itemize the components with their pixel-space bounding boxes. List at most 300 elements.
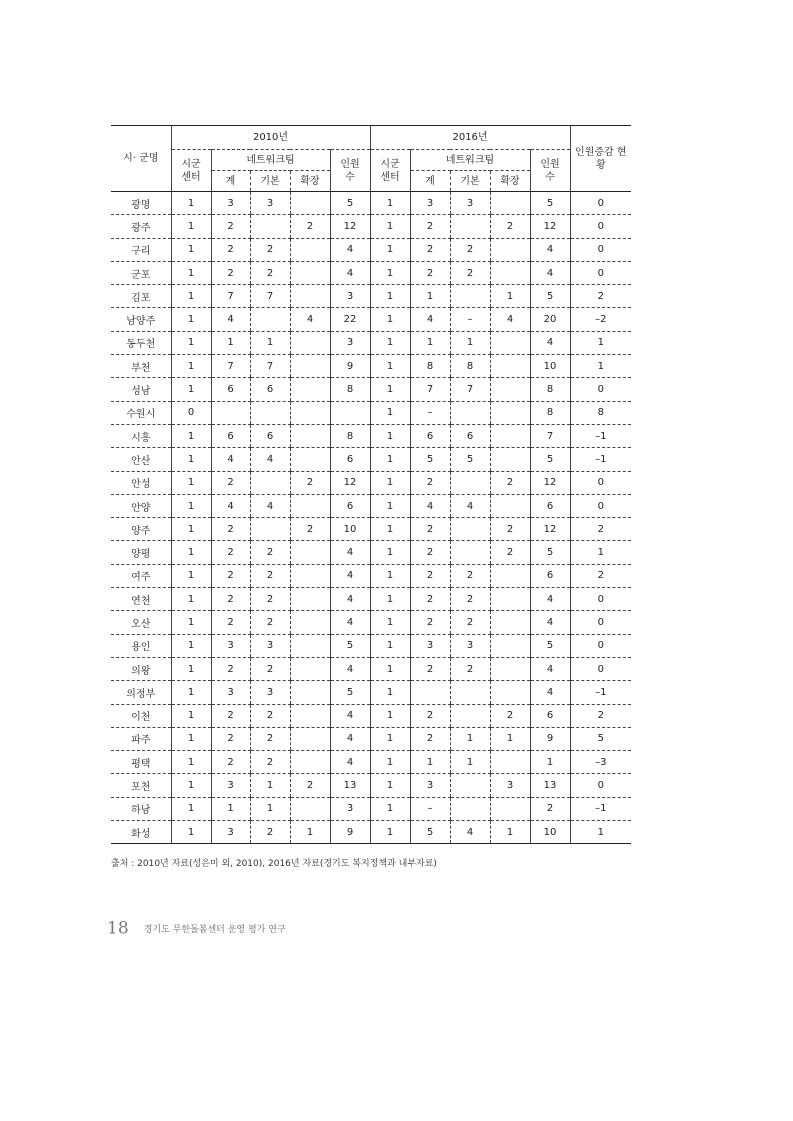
cell-total-2016: 2 (410, 471, 450, 494)
cell-change: –2 (570, 308, 631, 331)
cell-center-2016: 1 (370, 471, 410, 494)
cell-staff-2016: 12 (530, 471, 570, 494)
cell-staff-2010: 8 (330, 424, 370, 447)
cell-expand-2010 (290, 588, 330, 611)
cell-region: 의왕 (111, 657, 171, 680)
cell-change: –1 (570, 448, 631, 471)
cell-basic-2010 (250, 471, 290, 494)
cell-expand-2010 (290, 704, 330, 727)
cell-expand-2016 (490, 192, 530, 215)
table-row (111, 518, 631, 541)
cell-basic-2016: 8 (450, 355, 490, 378)
table-row (111, 238, 631, 261)
cell-center-2016: 1 (370, 588, 410, 611)
cell-basic-2010: 3 (250, 681, 290, 704)
cell-total-2010: 2 (211, 238, 250, 261)
cell-total-2016: 2 (410, 238, 450, 261)
cell-center-2016: 1 (370, 285, 410, 308)
cell-expand-2010: 4 (290, 308, 330, 331)
table-row (111, 541, 631, 564)
cell-basic-2016 (450, 401, 490, 424)
cell-change: 0 (570, 261, 631, 284)
cell-staff-2016: 8 (530, 378, 570, 401)
cell-staff-2016: 20 (530, 308, 570, 331)
cell-basic-2010: 2 (250, 611, 290, 634)
cell-expand-2016 (490, 797, 530, 820)
cell-basic-2010 (250, 215, 290, 238)
cell-expand-2010: 2 (290, 774, 330, 797)
cell-total-2016: 2 (410, 261, 450, 284)
header-total-2016: 계 (410, 171, 450, 192)
cell-expand-2010: 2 (290, 471, 330, 494)
cell-staff-2010: 3 (330, 331, 370, 354)
cell-staff-2016: 12 (530, 215, 570, 238)
table-row (111, 774, 631, 797)
cell-expand-2010 (290, 564, 330, 587)
cell-staff-2010: 6 (330, 448, 370, 471)
cell-basic-2010: 2 (250, 564, 290, 587)
cell-basic-2016: 2 (450, 261, 490, 284)
cell-staff-2016: 13 (530, 774, 570, 797)
cell-total-2010: 4 (211, 448, 250, 471)
cell-center-2016: 1 (370, 424, 410, 447)
cell-center-2016: 1 (370, 518, 410, 541)
table-row (111, 634, 631, 657)
cell-staff-2016: 5 (530, 285, 570, 308)
table-row (111, 657, 631, 680)
cell-basic-2010: 2 (250, 588, 290, 611)
cell-center-2016: 1 (370, 564, 410, 587)
cell-change: 1 (570, 355, 631, 378)
cell-expand-2016: 2 (490, 541, 530, 564)
cell-staff-2010: 4 (330, 564, 370, 587)
cell-expand-2010 (290, 285, 330, 308)
cell-staff-2016: 10 (530, 355, 570, 378)
cell-basic-2010: 3 (250, 192, 290, 215)
cell-total-2010: 2 (211, 518, 250, 541)
table-header (111, 126, 631, 192)
cell-total-2016: – (410, 401, 450, 424)
cell-change: 0 (570, 238, 631, 261)
cell-center-2010: 1 (171, 215, 211, 238)
cell-basic-2016: 2 (450, 588, 490, 611)
cell-center-2016: 1 (370, 238, 410, 261)
cell-staff-2016: 4 (530, 681, 570, 704)
cell-change: 0 (570, 471, 631, 494)
cell-region: 용인 (111, 634, 171, 657)
cell-staff-2016: 5 (530, 448, 570, 471)
cell-region: 파주 (111, 727, 171, 750)
cell-center-2010: 1 (171, 821, 211, 844)
cell-staff-2010: 5 (330, 192, 370, 215)
cell-change: 1 (570, 331, 631, 354)
cell-change: 2 (570, 285, 631, 308)
cell-basic-2010 (250, 518, 290, 541)
cell-total-2010: 2 (211, 751, 250, 774)
cell-center-2010: 1 (171, 564, 211, 587)
cell-basic-2016 (450, 518, 490, 541)
footer-title: 경기도 무한돌봄센터 운영 평가 연구 (143, 925, 286, 935)
cell-expand-2010 (290, 541, 330, 564)
table-row (111, 821, 631, 844)
page-footer (107, 918, 286, 939)
table-row (111, 192, 631, 215)
cell-change: 5 (570, 727, 631, 750)
header-total-2010: 계 (211, 171, 250, 192)
cell-staff-2010: 4 (330, 261, 370, 284)
cell-change: 8 (570, 401, 631, 424)
cell-center-2016: 1 (370, 494, 410, 517)
header-expand-2010: 확장 (290, 171, 330, 192)
cell-total-2010: 4 (211, 308, 250, 331)
table-row (111, 285, 631, 308)
cell-region: 광주 (111, 215, 171, 238)
cell-change: 0 (570, 494, 631, 517)
cell-center-2010: 1 (171, 308, 211, 331)
cell-center-2010: 1 (171, 657, 211, 680)
cell-basic-2010: 3 (250, 634, 290, 657)
cell-expand-2010 (290, 494, 330, 517)
cell-staff-2010: 5 (330, 634, 370, 657)
cell-center-2010: 1 (171, 588, 211, 611)
cell-center-2010: 1 (171, 634, 211, 657)
cell-staff-2016: 8 (530, 401, 570, 424)
cell-change: –1 (570, 424, 631, 447)
cell-total-2016: 2 (410, 215, 450, 238)
cell-center-2016: 1 (370, 308, 410, 331)
table-row (111, 424, 631, 447)
cell-change: 0 (570, 588, 631, 611)
cell-expand-2010 (290, 261, 330, 284)
header-center-2010: 시군 센터 (171, 150, 211, 192)
data-table (111, 125, 631, 844)
cell-expand-2016: 2 (490, 518, 530, 541)
cell-total-2016: 1 (410, 751, 450, 774)
cell-expand-2016: 1 (490, 821, 530, 844)
table-row (111, 215, 631, 238)
cell-total-2010: 3 (211, 821, 250, 844)
cell-basic-2010: 1 (250, 797, 290, 820)
cell-basic-2010: 2 (250, 261, 290, 284)
cell-center-2016: 1 (370, 355, 410, 378)
header-staff-2016: 인원 수 (530, 150, 570, 192)
cell-expand-2010 (290, 751, 330, 774)
cell-change: 2 (570, 518, 631, 541)
cell-center-2016: 1 (370, 331, 410, 354)
cell-staff-2010: 4 (330, 541, 370, 564)
header-network-2016: 네트워크팀 (410, 150, 530, 171)
cell-basic-2016: 2 (450, 238, 490, 261)
cell-total-2016: 2 (410, 611, 450, 634)
cell-basic-2016 (450, 704, 490, 727)
cell-center-2010: 1 (171, 494, 211, 517)
cell-center-2016: 1 (370, 261, 410, 284)
cell-expand-2010 (290, 634, 330, 657)
cell-center-2010: 1 (171, 261, 211, 284)
cell-basic-2016: 7 (450, 378, 490, 401)
cell-basic-2010: 4 (250, 494, 290, 517)
cell-staff-2010: 4 (330, 704, 370, 727)
cell-expand-2016 (490, 448, 530, 471)
table-row (111, 611, 631, 634)
cell-change: 0 (570, 657, 631, 680)
cell-change: 0 (570, 215, 631, 238)
cell-basic-2016: 4 (450, 494, 490, 517)
cell-change: 0 (570, 611, 631, 634)
cell-total-2016: 1 (410, 331, 450, 354)
cell-staff-2016: 9 (530, 727, 570, 750)
cell-staff-2010: 12 (330, 471, 370, 494)
cell-basic-2016: – (450, 308, 490, 331)
cell-basic-2016: 6 (450, 424, 490, 447)
cell-change: –1 (570, 797, 631, 820)
table-row (111, 751, 631, 774)
table-row (111, 704, 631, 727)
cell-expand-2016: 1 (490, 285, 530, 308)
cell-expand-2016 (490, 634, 530, 657)
cell-center-2010: 1 (171, 681, 211, 704)
cell-expand-2010 (290, 611, 330, 634)
cell-total-2016: 2 (410, 657, 450, 680)
cell-expand-2016: 2 (490, 215, 530, 238)
cell-total-2016: 3 (410, 774, 450, 797)
cell-total-2016: 5 (410, 821, 450, 844)
cell-expand-2016 (490, 657, 530, 680)
cell-staff-2016: 6 (530, 704, 570, 727)
cell-total-2010: 2 (211, 611, 250, 634)
cell-basic-2010: 2 (250, 704, 290, 727)
cell-expand-2016: 2 (490, 704, 530, 727)
header-year-2010: 2010년 (171, 126, 370, 150)
cell-region: 군포 (111, 261, 171, 284)
cell-staff-2010: 4 (330, 727, 370, 750)
cell-total-2016: 7 (410, 378, 450, 401)
cell-total-2016 (410, 681, 450, 704)
cell-staff-2016: 4 (530, 261, 570, 284)
cell-staff-2016: 4 (530, 588, 570, 611)
header-year-2016: 2016년 (370, 126, 570, 150)
table-row (111, 261, 631, 284)
cell-total-2016: 3 (410, 192, 450, 215)
cell-center-2016: 1 (370, 215, 410, 238)
cell-expand-2016 (490, 378, 530, 401)
cell-basic-2010: 2 (250, 238, 290, 261)
cell-center-2016: 1 (370, 751, 410, 774)
cell-expand-2010: 2 (290, 518, 330, 541)
cell-center-2016: 1 (370, 448, 410, 471)
cell-change: 1 (570, 821, 631, 844)
cell-basic-2010 (250, 401, 290, 424)
cell-expand-2016 (490, 681, 530, 704)
cell-basic-2016 (450, 797, 490, 820)
cell-region: 안양 (111, 494, 171, 517)
cell-staff-2016: 5 (530, 541, 570, 564)
cell-expand-2010 (290, 192, 330, 215)
table-body (111, 192, 631, 844)
cell-region: 안산 (111, 448, 171, 471)
header-expand-2016: 확장 (490, 171, 530, 192)
cell-staff-2016: 6 (530, 494, 570, 517)
cell-staff-2010: 4 (330, 588, 370, 611)
cell-staff-2010: 3 (330, 797, 370, 820)
cell-basic-2010: 4 (250, 448, 290, 471)
cell-center-2010: 1 (171, 751, 211, 774)
cell-basic-2016 (450, 774, 490, 797)
cell-basic-2016 (450, 541, 490, 564)
cell-expand-2016: 2 (490, 471, 530, 494)
cell-total-2010: 6 (211, 378, 250, 401)
cell-staff-2016: 12 (530, 518, 570, 541)
cell-center-2010: 1 (171, 378, 211, 401)
cell-expand-2016 (490, 424, 530, 447)
cell-total-2016: 2 (410, 564, 450, 587)
table-row (111, 401, 631, 424)
table-row (111, 308, 631, 331)
table-row (111, 331, 631, 354)
cell-basic-2010: 6 (250, 378, 290, 401)
cell-region: 하남 (111, 797, 171, 820)
cell-total-2010: 3 (211, 634, 250, 657)
cell-center-2010: 1 (171, 331, 211, 354)
cell-total-2010: 6 (211, 424, 250, 447)
cell-staff-2010: 4 (330, 238, 370, 261)
cell-staff-2010: 6 (330, 494, 370, 517)
cell-expand-2016 (490, 401, 530, 424)
header-basic-2010: 기본 (250, 171, 290, 192)
cell-region: 남양주 (111, 308, 171, 331)
cell-total-2010: 2 (211, 588, 250, 611)
cell-expand-2010 (290, 797, 330, 820)
cell-expand-2010 (290, 448, 330, 471)
cell-total-2010: 2 (211, 657, 250, 680)
cell-center-2010: 1 (171, 774, 211, 797)
cell-total-2016: 2 (410, 727, 450, 750)
header-region: 시· 군명 (111, 126, 171, 192)
header-network-2010: 네트워크팀 (211, 150, 330, 171)
cell-basic-2010: 2 (250, 751, 290, 774)
cell-center-2016: 1 (370, 681, 410, 704)
cell-region: 광명 (111, 192, 171, 215)
cell-basic-2010: 2 (250, 657, 290, 680)
cell-staff-2016: 5 (530, 192, 570, 215)
cell-basic-2016 (450, 285, 490, 308)
cell-region: 김포 (111, 285, 171, 308)
cell-center-2010: 1 (171, 611, 211, 634)
cell-expand-2016: 1 (490, 727, 530, 750)
table-row (111, 471, 631, 494)
cell-staff-2010: 13 (330, 774, 370, 797)
cell-center-2016: 1 (370, 192, 410, 215)
cell-total-2010: 2 (211, 261, 250, 284)
table-row (111, 494, 631, 517)
cell-change: 2 (570, 704, 631, 727)
cell-region: 성남 (111, 378, 171, 401)
cell-expand-2010: 1 (290, 821, 330, 844)
cell-total-2010: 3 (211, 681, 250, 704)
cell-total-2016: 2 (410, 518, 450, 541)
cell-change: –3 (570, 751, 631, 774)
cell-expand-2010 (290, 238, 330, 261)
cell-basic-2010: 1 (250, 331, 290, 354)
cell-expand-2010 (290, 355, 330, 378)
cell-expand-2016 (490, 588, 530, 611)
cell-total-2016: 2 (410, 704, 450, 727)
cell-total-2016: 5 (410, 448, 450, 471)
page-number: 18 (107, 918, 129, 939)
cell-center-2016: 1 (370, 797, 410, 820)
cell-total-2010: 2 (211, 541, 250, 564)
cell-basic-2010 (250, 308, 290, 331)
cell-center-2016: 1 (370, 774, 410, 797)
cell-expand-2016 (490, 355, 530, 378)
cell-staff-2016: 4 (530, 238, 570, 261)
cell-change: 0 (570, 192, 631, 215)
cell-total-2010: 7 (211, 285, 250, 308)
cell-staff-2010: 4 (330, 657, 370, 680)
cell-staff-2010 (330, 401, 370, 424)
cell-change: 1 (570, 541, 631, 564)
cell-center-2016: 1 (370, 611, 410, 634)
cell-total-2010: 2 (211, 727, 250, 750)
cell-basic-2016 (450, 681, 490, 704)
cell-basic-2016 (450, 215, 490, 238)
cell-basic-2016: 2 (450, 611, 490, 634)
cell-expand-2010 (290, 401, 330, 424)
cell-staff-2016: 1 (530, 751, 570, 774)
cell-change: –1 (570, 681, 631, 704)
cell-total-2016: 2 (410, 541, 450, 564)
table-row (111, 681, 631, 704)
cell-total-2016: – (410, 797, 450, 820)
cell-expand-2016 (490, 238, 530, 261)
cell-basic-2010: 7 (250, 285, 290, 308)
cell-center-2010: 1 (171, 704, 211, 727)
cell-center-2010: 1 (171, 727, 211, 750)
cell-region: 오산 (111, 611, 171, 634)
cell-basic-2016 (450, 471, 490, 494)
cell-region: 여주 (111, 564, 171, 587)
cell-total-2010: 3 (211, 192, 250, 215)
cell-total-2010: 1 (211, 797, 250, 820)
cell-total-2010 (211, 401, 250, 424)
cell-staff-2010: 4 (330, 751, 370, 774)
cell-expand-2016: 3 (490, 774, 530, 797)
cell-total-2016: 8 (410, 355, 450, 378)
cell-region: 시흥 (111, 424, 171, 447)
cell-center-2016: 1 (370, 727, 410, 750)
cell-center-2010: 1 (171, 518, 211, 541)
cell-expand-2016 (490, 751, 530, 774)
cell-staff-2016: 4 (530, 657, 570, 680)
cell-center-2010: 1 (171, 355, 211, 378)
cell-expand-2016 (490, 611, 530, 634)
table-row (111, 588, 631, 611)
cell-center-2016: 1 (370, 541, 410, 564)
cell-staff-2010: 10 (330, 518, 370, 541)
cell-total-2016: 3 (410, 634, 450, 657)
cell-center-2016: 1 (370, 401, 410, 424)
cell-region: 화성 (111, 821, 171, 844)
cell-region: 수원시 (111, 401, 171, 424)
cell-center-2016: 1 (370, 821, 410, 844)
cell-expand-2016 (490, 494, 530, 517)
cell-change: 0 (570, 378, 631, 401)
cell-region: 양주 (111, 518, 171, 541)
cell-expand-2010 (290, 727, 330, 750)
cell-change: 0 (570, 774, 631, 797)
cell-center-2010: 1 (171, 238, 211, 261)
cell-staff-2010: 3 (330, 285, 370, 308)
